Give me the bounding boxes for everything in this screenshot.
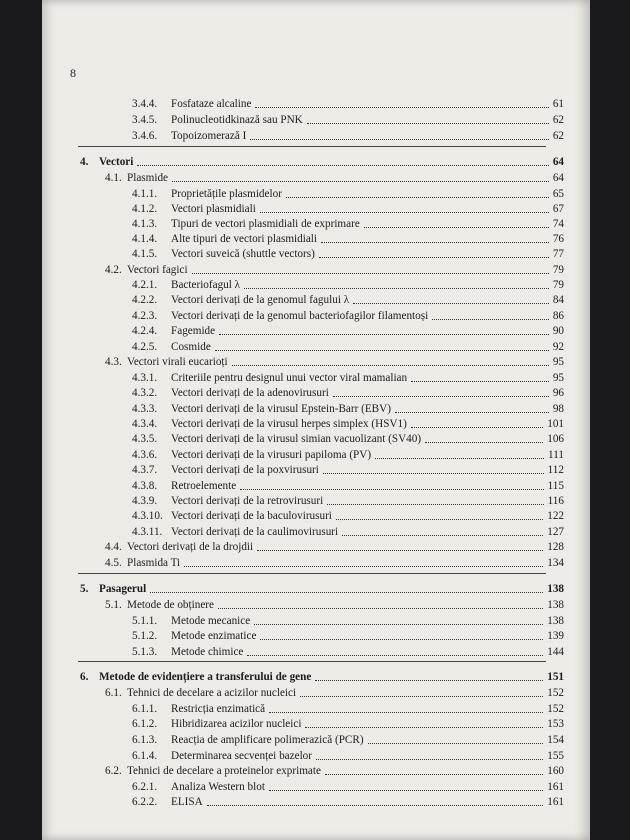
toc-entry-page: 161 (547, 796, 564, 808)
dot-leader (305, 726, 543, 728)
toc-entry-title: Vectori derivați de la virusul Epstein-Barr (EBV) (171, 403, 391, 415)
toc-entry-title: Vectori derivați de la genomul fagului λ (171, 294, 350, 306)
toc-entry (132, 702, 564, 716)
toc-entry-page: 155 (547, 750, 564, 762)
section-divider (78, 146, 546, 147)
dot-leader (257, 549, 543, 551)
toc-entry (105, 764, 564, 778)
toc-entry (132, 780, 564, 794)
toc-entry-title: Alte tipuri de vectori plasmidiali (171, 233, 318, 245)
toc-entry-title: Fosfataze alcaline (171, 98, 252, 110)
toc-entry-title: Analiza Western blot (171, 781, 265, 793)
toc-entry-page: 152 (547, 687, 564, 699)
toc-entry (132, 113, 564, 127)
toc-entry (132, 733, 564, 747)
toc-entry-number: 6.1.3. (132, 734, 158, 746)
toc-entry (105, 556, 564, 570)
toc-entry (132, 417, 564, 431)
toc-entry-page: 65 (552, 188, 564, 200)
toc-entry-number: 5.1.1. (132, 615, 158, 627)
toc-entry-number: 4.2.3. (132, 310, 158, 322)
toc-entry-number: 3.4.4. (132, 98, 158, 110)
toc-entry-page: 106 (547, 433, 564, 445)
dot-leader (395, 411, 549, 413)
toc-entry-page: 112 (547, 464, 564, 476)
toc-entry (105, 540, 564, 554)
toc-entry-page: 76 (552, 233, 564, 245)
toc-entry (132, 717, 564, 731)
toc-entry-title: Vectori plasmidiali (171, 203, 256, 215)
toc-entry (132, 402, 564, 416)
toc-entry-number: 4.3.3. (132, 403, 158, 415)
toc-entry-title: Vectori suveică (shuttle vectors) (171, 248, 315, 260)
toc-entry-page: 138 (547, 583, 564, 595)
toc-entry (105, 355, 564, 369)
toc-entry-title: Vectori derivați de la baculovirusuri (171, 510, 332, 522)
dot-leader (286, 196, 549, 198)
toc-entry-page: 79 (552, 279, 564, 291)
dot-leader (364, 226, 549, 228)
dot-leader (333, 395, 549, 397)
toc-entry-number: 4.1.4. (132, 233, 158, 245)
toc-entry-number: 4. (80, 156, 89, 168)
toc-entry-title: Pasagerul (99, 583, 147, 595)
toc-entry-page: 79 (552, 264, 564, 276)
toc-entry-number: 4.3.6. (132, 449, 158, 461)
toc-entry-number: 4.2.5. (132, 341, 158, 353)
toc-entry-number: 3.4.6. (132, 130, 158, 142)
toc-entry-title: Bacteriofagul λ (171, 279, 241, 291)
dot-leader (255, 106, 548, 108)
toc-entry (132, 324, 564, 338)
toc-entry-page: 64 (552, 156, 564, 168)
toc-entry-number: 6.2.1. (132, 781, 158, 793)
toc-entry-page: 111 (548, 449, 564, 461)
toc-entry-number: 4.3.2. (132, 387, 158, 399)
toc-entry-page: 98 (552, 403, 564, 415)
toc-entry (132, 749, 564, 763)
table-of-contents (42, 0, 590, 840)
toc-entry-number: 6.1.2. (132, 718, 158, 730)
toc-entry-title: Metode mecanice (171, 615, 251, 627)
toc-entry (132, 614, 564, 628)
toc-entry-title: Vectori derivați de la caulimovirusuri (171, 526, 339, 538)
toc-entry-title: Vectori derivați de la virusuri papiloma (PV) (171, 449, 372, 461)
dot-leader (319, 256, 549, 258)
toc-entry (132, 509, 564, 523)
toc-entry (132, 463, 564, 477)
toc-entry-number: 4.3.9. (132, 495, 158, 507)
toc-entry-number: 5. (80, 583, 89, 595)
toc-entry-number: 4.1.1. (132, 188, 158, 200)
dot-leader (137, 164, 548, 166)
toc-entry-number: 5.1.2. (132, 630, 158, 642)
toc-entry-number: 5.1. (105, 599, 122, 611)
toc-entry-number: 4.3.11. (132, 526, 163, 538)
toc-entry (80, 155, 564, 169)
toc-entry-number: 4.2.2. (132, 294, 158, 306)
toc-entry-number: 6.1. (105, 687, 122, 699)
dot-leader (244, 287, 549, 289)
toc-entry-title: Metode de obținere (127, 599, 214, 611)
dot-leader (327, 503, 543, 505)
toc-entry-number: 6.2.2. (132, 796, 158, 808)
dot-leader (315, 679, 543, 681)
toc-entry-page: 95 (552, 356, 564, 368)
toc-entry (132, 278, 564, 292)
toc-entry-number: 4.3.4. (132, 418, 158, 430)
toc-entry-title: Vectori derivați de la genomul bacteriofagilor filamentoși (171, 310, 429, 322)
toc-entry-page: 122 (547, 510, 564, 522)
toc-entry (132, 340, 564, 354)
dot-leader (192, 272, 549, 274)
dot-leader (321, 241, 549, 243)
toc-entry (132, 479, 564, 493)
toc-entry-number: 4.1.2. (132, 203, 158, 215)
toc-entry-title: Vectori derivați de la poxvirusuri (171, 464, 319, 476)
toc-entry (105, 171, 564, 185)
dot-leader (219, 333, 549, 335)
toc-entry (132, 232, 564, 246)
toc-entry-page: 161 (547, 781, 564, 793)
dot-leader (260, 211, 549, 213)
dot-leader (432, 318, 549, 320)
page-number: 8 (70, 66, 76, 80)
dot-leader (269, 711, 543, 713)
toc-entry-number: 6.1.1. (132, 703, 158, 715)
toc-entry (132, 129, 564, 143)
toc-entry-page: 67 (552, 203, 564, 215)
toc-entry-number: 6.2. (105, 765, 122, 777)
dot-leader (260, 638, 543, 640)
dot-leader (184, 565, 543, 567)
toc-entry-title: Vectori (99, 156, 134, 168)
dot-leader (411, 380, 549, 382)
toc-entry-title: Metode enzimatice (171, 630, 257, 642)
toc-entry-number: 4.1. (105, 172, 122, 184)
toc-entry-title: ELISA (171, 796, 203, 808)
toc-entry-page: 152 (547, 703, 564, 715)
dot-leader (240, 488, 543, 490)
toc-entry-title: Reacția de amplificare polimerazică (PCR) (171, 734, 364, 746)
dot-leader (300, 695, 543, 697)
toc-entry-title: Hibridizarea acizilor nucleici (171, 718, 302, 730)
toc-entry-title: Plasmida Ti (127, 557, 181, 569)
toc-entry-title: Metode chimice (171, 646, 244, 658)
toc-entry (132, 247, 564, 261)
dot-leader (342, 534, 543, 536)
toc-entry-page: 90 (552, 325, 564, 337)
toc-entry-page: 77 (552, 248, 564, 260)
dot-leader (215, 349, 549, 351)
dot-leader (269, 789, 543, 791)
dot-leader (368, 742, 544, 744)
toc-entry-page: 160 (547, 765, 564, 777)
toc-entry (105, 598, 564, 612)
toc-entry-title: Fagemide (171, 325, 216, 337)
toc-entry-number: 4.3.7. (132, 464, 158, 476)
toc-entry-number: 6. (80, 671, 89, 683)
dot-leader (207, 804, 544, 806)
toc-entry-title: Criteriile pentru designul unui vector viral mamalian (171, 372, 408, 384)
dot-leader (325, 773, 543, 775)
toc-entry-number: 4.3.10. (132, 510, 163, 522)
toc-entry-page: 154 (547, 734, 564, 746)
toc-entry-title: Restricția enzimatică (171, 703, 266, 715)
toc-entry-page: 138 (547, 615, 564, 627)
toc-entry (132, 448, 564, 462)
toc-entry-title: Tehnici de decelare a proteinelor exprimate (127, 765, 321, 777)
toc-entry-page: 128 (547, 541, 564, 553)
toc-entry (80, 670, 564, 684)
toc-entry-page: 127 (547, 526, 564, 538)
dot-leader (336, 518, 543, 520)
toc-entry (132, 645, 564, 659)
book-page (42, 0, 590, 840)
toc-entry-title: Plasmide (127, 172, 169, 184)
dot-leader (316, 758, 543, 760)
toc-entry-number: 3.4.5. (132, 114, 158, 126)
toc-entry-number: 4.3. (105, 356, 122, 368)
toc-entry-number: 4.2.1. (132, 279, 158, 291)
toc-entry (132, 97, 564, 111)
toc-entry-number: 4.1.3. (132, 218, 158, 230)
toc-entry-title: Vectori derivați de la drojdii (127, 541, 254, 553)
toc-entry-page: 115 (547, 480, 564, 492)
toc-entry (132, 525, 564, 539)
toc-entry-title: Vectori fagici (127, 264, 188, 276)
toc-entry-title: Vectori derivați de la virusul simian vacuolizant (SV40) (171, 433, 422, 445)
dot-leader (150, 591, 543, 593)
toc-entry (132, 202, 564, 216)
toc-entry (132, 494, 564, 508)
toc-entry-number: 4.1.5. (132, 248, 158, 260)
toc-entry-number: 4.3.8. (132, 480, 158, 492)
toc-entry-title: Vectori derivați de la retrovirusuri (171, 495, 324, 507)
toc-entry-number: 4.3.5. (132, 433, 158, 445)
dot-leader (375, 457, 544, 459)
toc-entry-page: 95 (552, 372, 564, 384)
dot-leader (218, 607, 543, 609)
toc-entry-number: 4.5. (105, 557, 122, 569)
toc-entry-page: 139 (547, 630, 564, 642)
section-divider (78, 573, 546, 574)
toc-entry-page: 116 (547, 495, 564, 507)
toc-entry-title: Vectori derivați de la adenovirusuri (171, 387, 329, 399)
toc-entry-title: Determinarea secvenței bazelor (171, 750, 313, 762)
toc-entry-page: 64 (552, 172, 564, 184)
toc-entry-number: 5.1.3. (132, 646, 158, 658)
toc-entry-title: Cosmide (171, 341, 211, 353)
toc-entry-page: 151 (547, 671, 564, 683)
toc-entry-number: 4.3.1. (132, 372, 158, 384)
toc-entry (132, 293, 564, 307)
toc-entry-page: 62 (552, 130, 564, 142)
toc-entry-page: 84 (552, 294, 564, 306)
toc-entry (132, 432, 564, 446)
dot-leader (307, 122, 549, 124)
toc-entry-number: 4.4. (105, 541, 122, 553)
toc-entry-title: Tehnici de decelare a acizilor nucleici (127, 687, 297, 699)
dot-leader (411, 426, 543, 428)
toc-entry (132, 187, 564, 201)
toc-entry-title: Topoizomerază I (171, 130, 247, 142)
toc-entry-page: 61 (552, 98, 564, 110)
toc-entry-page: 96 (552, 387, 564, 399)
dot-leader (172, 180, 549, 182)
toc-entry-title: Metode de evidențiere a transferului de gene (99, 671, 312, 683)
toc-entry (132, 629, 564, 643)
toc-entry-number: 6.1.4. (132, 750, 158, 762)
toc-entry-title: Retroelemente (171, 480, 237, 492)
toc-entry (80, 582, 564, 596)
toc-entry-page: 101 (547, 418, 564, 430)
toc-entry (132, 217, 564, 231)
toc-entry (132, 309, 564, 323)
toc-entry-number: 4.2. (105, 264, 122, 276)
dot-leader (425, 441, 543, 443)
toc-entry-page: 62 (552, 114, 564, 126)
toc-entry-title: Polinucleotidkinază sau PNK (171, 114, 303, 126)
toc-entry (132, 386, 564, 400)
toc-entry-page: 74 (552, 218, 564, 230)
toc-entry-title: Tipuri de vectori plasmidiali de exprimare (171, 218, 360, 230)
toc-entry (132, 371, 564, 385)
dot-leader (247, 654, 543, 656)
toc-entry-title: Vectori derivați de la virusul herpes simplex (HSV1) (171, 418, 407, 430)
dot-leader (254, 623, 543, 625)
dot-leader (232, 364, 549, 366)
toc-entry-page: 138 (547, 599, 564, 611)
dot-leader (353, 302, 549, 304)
toc-entry-title: Vectori virali eucarioți (127, 356, 228, 368)
toc-entry-title: Proprietățile plasmidelor (171, 188, 282, 200)
toc-entry-page: 153 (547, 718, 564, 730)
dot-leader (250, 138, 548, 140)
dot-leader (323, 472, 544, 474)
toc-entry-page: 86 (552, 310, 564, 322)
toc-entry-page: 92 (552, 341, 564, 353)
toc-entry (132, 795, 564, 809)
toc-entry-page: 134 (547, 557, 564, 569)
toc-entry (105, 686, 564, 700)
section-divider (78, 661, 546, 662)
toc-entry-page: 144 (547, 646, 564, 658)
toc-entry (105, 263, 564, 277)
toc-entry-number: 4.2.4. (132, 325, 158, 337)
